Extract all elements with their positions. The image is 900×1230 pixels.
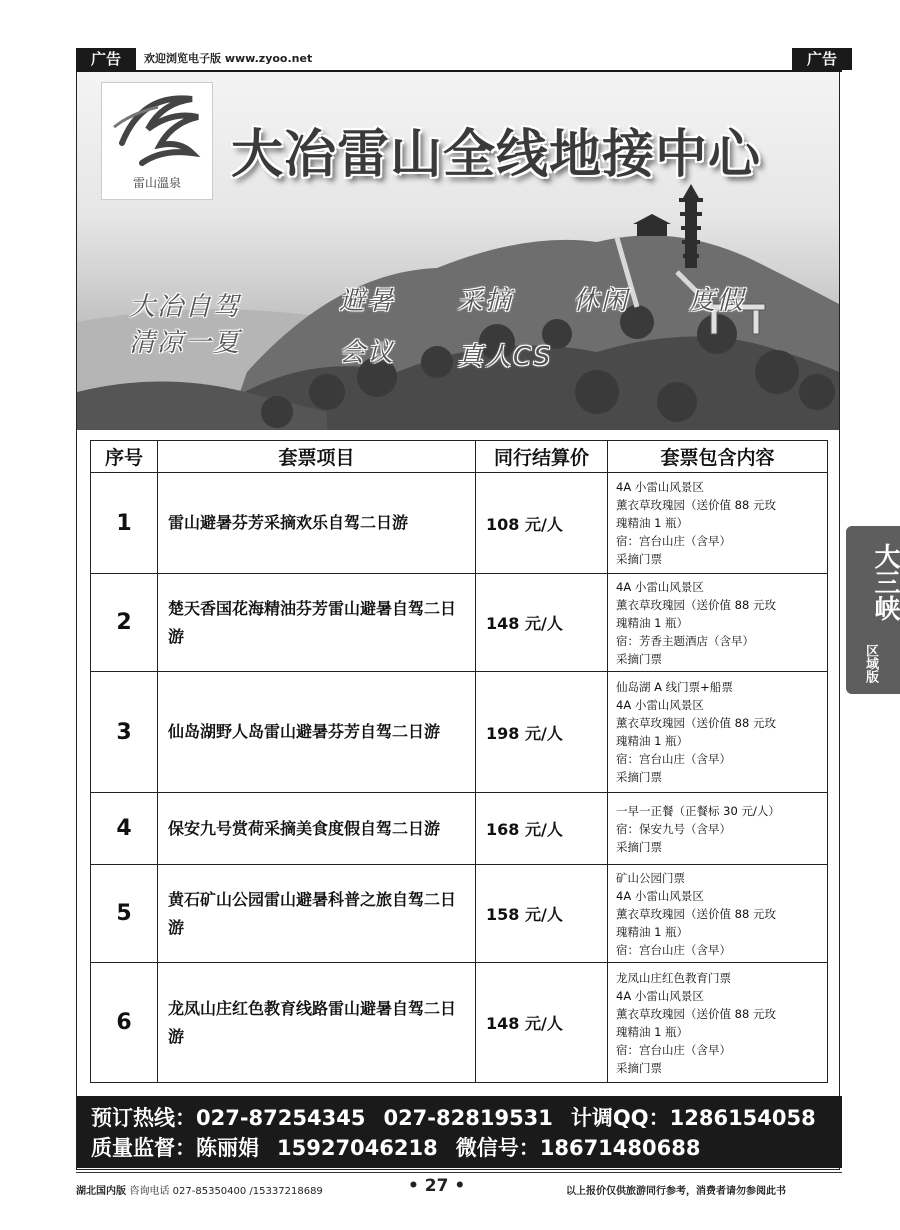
- content-line: 4A 小雷山风景区: [616, 888, 704, 903]
- content-line: 采摘门票: [616, 651, 662, 666]
- content-line: 宿：宫台山庄（含早）: [616, 942, 731, 957]
- content-line: 瑰精油 1 瓶）: [616, 734, 689, 748]
- content-line: 采摘门票: [616, 552, 662, 566]
- slogan-self-drive: 大冶自驾: [129, 292, 242, 322]
- package-price: 158 元/人: [476, 865, 608, 963]
- region-subtitle: 区域版: [863, 643, 878, 683]
- contact-row-hotline: [91, 1102, 816, 1132]
- package-content: [608, 672, 828, 793]
- ad-tag-left: 广告: [76, 48, 136, 70]
- ad-tag-right: 广告: [792, 48, 852, 70]
- package-price: 148 元/人: [476, 963, 608, 1083]
- content-line: 薰衣草玫瑰园（送价值 88 元玫: [616, 597, 776, 612]
- region-title: 大三峡: [870, 543, 900, 621]
- content-line: 薰衣草玫瑰园（送价值 88 元玫: [616, 1006, 776, 1021]
- contact-row-quality: [91, 1132, 700, 1162]
- wechat-label: 微信号：: [455, 1136, 540, 1160]
- content-line: 薰衣草玫瑰园（送价值 88 元玫: [616, 906, 776, 921]
- content-line: 宿：宫台山庄（含早）: [616, 752, 731, 766]
- slogan-picking: 采摘: [457, 286, 514, 316]
- qq-number[interactable]: 1286154058: [669, 1106, 816, 1130]
- quality-label: 质量监督：: [91, 1136, 196, 1160]
- logo-mark-icon: [102, 83, 212, 173]
- col-header-no: 序号: [91, 441, 158, 473]
- slogan-leisure: 休闲: [573, 286, 630, 316]
- row-number: 6: [91, 963, 158, 1083]
- row-number: 3: [91, 672, 158, 793]
- footer-edition: [76, 1182, 323, 1197]
- content-line: 矿山公园门票: [616, 870, 685, 885]
- row-number: 5: [91, 865, 158, 963]
- package-price: 108 元/人: [476, 473, 608, 574]
- package-name: 黄石矿山公园雷山避暑科普之旅自驾二日游: [158, 865, 476, 963]
- content-line: 宿：宫台山庄（含早）: [616, 1042, 731, 1057]
- consult-phone: 咨询电话 027-85350400 /15337218689: [129, 1186, 323, 1197]
- quality-phone[interactable]: 15927046218: [277, 1136, 438, 1160]
- table-row: [91, 473, 828, 574]
- table-header-row: [91, 441, 828, 473]
- content-line: 瑰精油 1 瓶）: [616, 516, 689, 530]
- table-row: [91, 865, 828, 963]
- content-line: 4A 小雷山风景区: [616, 579, 704, 594]
- table-row: [91, 793, 828, 865]
- slogan-vacation: 度假: [689, 286, 746, 316]
- slogan-cool-summer: 清凉一夏: [129, 328, 242, 358]
- col-header-item: 套票项目: [158, 441, 476, 473]
- footer-rule: [76, 1172, 842, 1173]
- content-line: 4A 小雷山风景区: [616, 480, 704, 494]
- hotline-label: 预订热线：: [91, 1106, 196, 1130]
- table-row: [91, 574, 828, 672]
- tour-table: [90, 440, 828, 1083]
- content-line: 4A 小雷山风景区: [616, 698, 704, 712]
- contact-bar: [77, 1096, 842, 1168]
- package-name: 保安九号赏荷采摘美食度假自驾二日游: [158, 793, 476, 865]
- package-name: 仙岛湖野人岛雷山避暑芬芳自驾二日游: [158, 672, 476, 793]
- wechat-id[interactable]: 18671480688: [539, 1136, 701, 1160]
- table-row: [91, 672, 828, 793]
- col-header-content: 套票包含内容: [608, 441, 828, 473]
- content-line: 一早一正餐（正餐标 30 元/人）: [616, 803, 780, 818]
- slogan-meeting: 会议: [339, 338, 396, 368]
- welcome-url: 欢迎浏览电子版 www.zyoo.net: [144, 52, 313, 65]
- table-row: [91, 963, 828, 1083]
- content-line: 宿：保安九号（含早）: [616, 821, 731, 836]
- package-name: 雷山避暑芬芳采摘欢乐自驾二日游: [158, 473, 476, 574]
- content-line: 采摘门票: [616, 839, 662, 854]
- quality-person: 陈丽娟: [196, 1136, 259, 1160]
- content-line: 瑰精油 1 瓶）: [616, 924, 689, 939]
- page-number: • 27 •: [408, 1176, 466, 1196]
- region-edition-tab[interactable]: [846, 526, 900, 694]
- row-number: 2: [91, 574, 158, 672]
- slogan-summer-retreat: 避暑: [339, 286, 396, 316]
- hotline-phone-2[interactable]: 027-82819531: [383, 1106, 553, 1130]
- content-line: 采摘门票: [616, 770, 662, 784]
- content-line: 瑰精油 1 瓶）: [616, 615, 689, 630]
- banner-title: 大冶雷山全线地接中心: [231, 125, 762, 185]
- banner: [77, 72, 839, 430]
- hotline-phone-1[interactable]: 027-87254345: [196, 1106, 366, 1130]
- content-line: 宿：芳香主题酒店（含早）: [616, 633, 754, 648]
- package-content: [608, 793, 828, 865]
- content-line: 薰衣草玫瑰园（送价值 88 元玫: [616, 716, 776, 730]
- slogan-live-cs: 真人CS: [457, 342, 553, 372]
- package-content: [608, 963, 828, 1083]
- logo-text: 雷山溫泉: [132, 176, 181, 190]
- package-content: [608, 574, 828, 672]
- content-line: 仙岛湖 A 线门票+船票: [616, 680, 733, 694]
- row-number: 1: [91, 473, 158, 574]
- package-content: [608, 473, 828, 574]
- col-header-price: 同行结算价: [476, 441, 608, 473]
- edition-label: 湖北国内版: [76, 1186, 126, 1197]
- logo: [101, 82, 213, 200]
- package-content: [608, 865, 828, 963]
- content-line: 龙凤山庄红色教育门票: [616, 970, 731, 985]
- package-price: 148 元/人: [476, 574, 608, 672]
- content-line: 瑰精油 1 瓶）: [616, 1024, 689, 1039]
- package-name: 楚天香国花海精油芬芳雷山避暑自驾二日游: [158, 574, 476, 672]
- row-number: 4: [91, 793, 158, 865]
- package-price: 198 元/人: [476, 672, 608, 793]
- footer-note: 以上报价仅供旅游同行参考，消费者请勿参阅此书: [566, 1186, 786, 1197]
- content-line: 宿：宫台山庄（含早）: [616, 534, 731, 548]
- content-line: 薰衣草玫瑰园（送价值 88 元玫: [616, 498, 776, 512]
- content-line: 4A 小雷山风景区: [616, 988, 704, 1003]
- qq-label: 计调QQ：: [570, 1106, 670, 1130]
- package-name: 龙凤山庄红色教育线路雷山避暑自驾二日游: [158, 963, 476, 1083]
- package-price: 168 元/人: [476, 793, 608, 865]
- content-line: 采摘门票: [616, 1060, 662, 1075]
